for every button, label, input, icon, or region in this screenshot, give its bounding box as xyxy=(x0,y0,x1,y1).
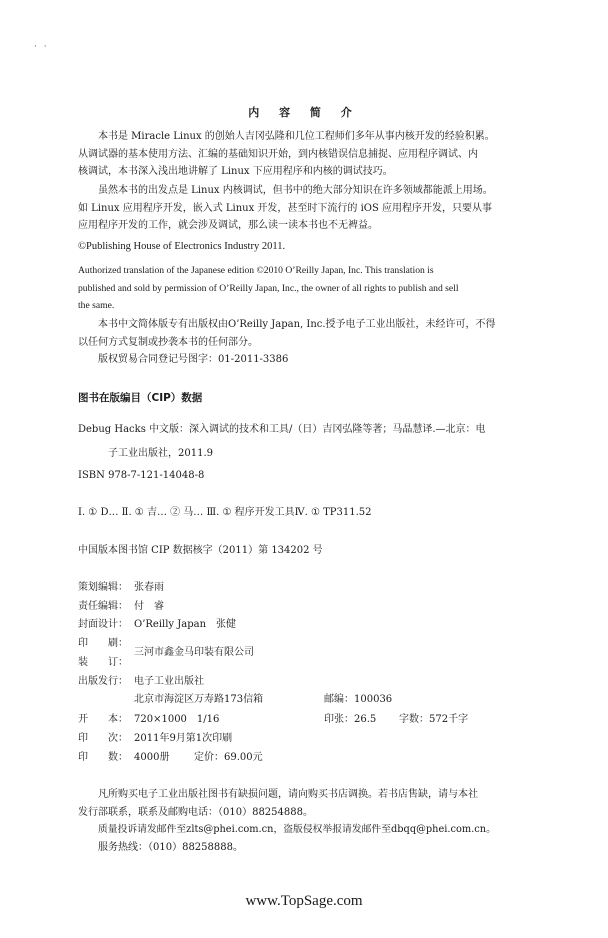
credit-value: 付 睿 xyxy=(134,601,164,612)
credit-label: 字数： xyxy=(399,714,429,725)
text-line: 发行部联系，联系及邮购电话：（010）88254888。 xyxy=(78,806,313,818)
credit-label: 封面设计： xyxy=(78,619,128,630)
text-line: 本书中文简体版专有出版权由O’Reilly Japan, Inc.授予电子工业出版社，未经许可，不得 xyxy=(98,319,496,330)
cip-heading: 图书在版编目（CIP）数据 xyxy=(78,392,203,404)
text-line: Authorized translation of the Japanese edition ©2010 O’Reilly Japan, Inc. This translation is xyxy=(78,265,434,276)
credit-label: 邮编： xyxy=(324,694,354,705)
classification: Ⅰ. ① D… Ⅱ. ① 吉… ② 马… Ⅲ. ① 程序开发工具Ⅳ. ① TP311.52 xyxy=(78,507,372,518)
copyright-line xyxy=(78,238,544,256)
credit-label: 责任编辑： xyxy=(78,601,128,612)
scan-mark: · · xyxy=(34,42,49,52)
text-line: 质量投诉请发邮件至zlts@phei.com.cn，盗版侵权举报请发邮件至dbqq@phei.com.cn。 xyxy=(98,824,496,835)
text-line: ©Publishing House of Electronics Industry 2011. xyxy=(78,241,286,252)
credit-value: 张春雨 xyxy=(134,582,164,593)
credit-value: 4000册 xyxy=(134,752,170,763)
credit-label: 印 数： xyxy=(78,752,128,763)
text-line: 应用程序开发的工作，就会涉及调试，那么读一读本书也不无裨益。 xyxy=(78,220,378,231)
credit-cover-design xyxy=(78,615,236,630)
text-line: the same. xyxy=(78,300,115,311)
intro-paragraph-2 xyxy=(78,182,544,235)
isbn: ISBN 978-7-121-14048-8 xyxy=(78,470,205,481)
cip-line-2: 子工业出版社，2011.9 xyxy=(108,448,213,459)
credit-print xyxy=(78,634,134,649)
text-line: 核调试，本书深入浅出地讲解了 Linux 下应用程序和内核的调试技巧。 xyxy=(78,166,393,177)
text-line: published and sold by permission of O’Reilly Japan, Inc., the owner of all rights to publish and sell xyxy=(78,282,459,294)
credit-label: 印 次： xyxy=(78,733,128,744)
cip-line-1: Debug Hacks 中文版：深入调试的技术和工具/（日）吉冈弘隆等著；马晶慧译.—北京：电 xyxy=(78,424,486,435)
credit-value: 电子工业出版社 xyxy=(134,676,204,687)
notice-paragraph xyxy=(78,786,544,856)
credit-printer xyxy=(134,643,254,658)
credit-label: 印 刷： xyxy=(78,638,128,649)
footer-url: www.TopSage.com xyxy=(245,893,363,909)
credit-label: 印张： xyxy=(324,714,354,725)
credit-responsible-editor xyxy=(78,597,164,612)
credit-value: 100036 xyxy=(354,694,393,705)
authorized-translation xyxy=(78,262,544,315)
credit-value: 69.00元 xyxy=(224,752,263,763)
credit-label: 策划编辑： xyxy=(78,582,128,593)
credit-value: 26.5 xyxy=(354,714,377,725)
page-title: 内 容 简 介 xyxy=(248,106,360,119)
text-line: 从调试器的基本使用方法、汇编的基础知识开始，到内核错误信息捕捉、应用程序调试、内 xyxy=(78,148,478,160)
intro-paragraph-1 xyxy=(78,128,544,181)
credit-edition xyxy=(78,729,232,744)
license-paragraph xyxy=(78,316,544,369)
text-line: 凡所购买电子工业出版社图书有缺损问题，请向购买书店调换。若书店售缺，请与本社 xyxy=(98,789,478,800)
credit-value: 北京市海淀区万寿路173信箱 xyxy=(134,694,264,705)
text-line: 如 Linux 应用程序开发，嵌入式 Linux 开发，甚至时下流行的 iOS 应用程序开发，只要从事 xyxy=(78,202,493,214)
credit-binding xyxy=(78,653,134,668)
credit-value: O’Reilly Japan 张健 xyxy=(134,619,237,630)
credit-value: 720×1000 1/16 xyxy=(134,714,220,725)
library-cip-number: 中国版本图书馆 CIP 数据核字（2011）第 134202 号 xyxy=(78,545,323,556)
credit-value: 2011年9月第1次印刷 xyxy=(134,733,233,744)
credit-value: 572千字 xyxy=(429,714,469,725)
credit-value: 三河市鑫金马印装有限公司 xyxy=(134,647,254,658)
text-line: 以任何方式复制或抄袭本书的任何部分。 xyxy=(78,336,258,348)
text-line: 服务热线：（010）88258888。 xyxy=(98,841,243,853)
text-line: 版权贸易合同登记号图字：01-2011-3386 xyxy=(98,354,289,365)
credit-label: 定价： xyxy=(194,752,224,763)
credit-planning-editor xyxy=(78,578,164,593)
credit-format xyxy=(78,710,468,725)
credit-label: 出版发行： xyxy=(78,676,128,687)
credit-publisher xyxy=(78,672,204,687)
text-line: 本书是 Miracle Linux 的创始人吉冈弘隆和几位工程师们多年从事内核开发的经验积累。 xyxy=(98,131,495,142)
credit-label: 装 订： xyxy=(78,657,128,668)
text-line: 虽然本书的出发点是 Linux 内核调试，但书中的绝大部分知识在许多领域都能派上用场。 xyxy=(98,185,493,196)
credit-copies xyxy=(78,748,263,763)
credit-address xyxy=(134,690,392,705)
credit-label: 开 本： xyxy=(78,714,128,725)
